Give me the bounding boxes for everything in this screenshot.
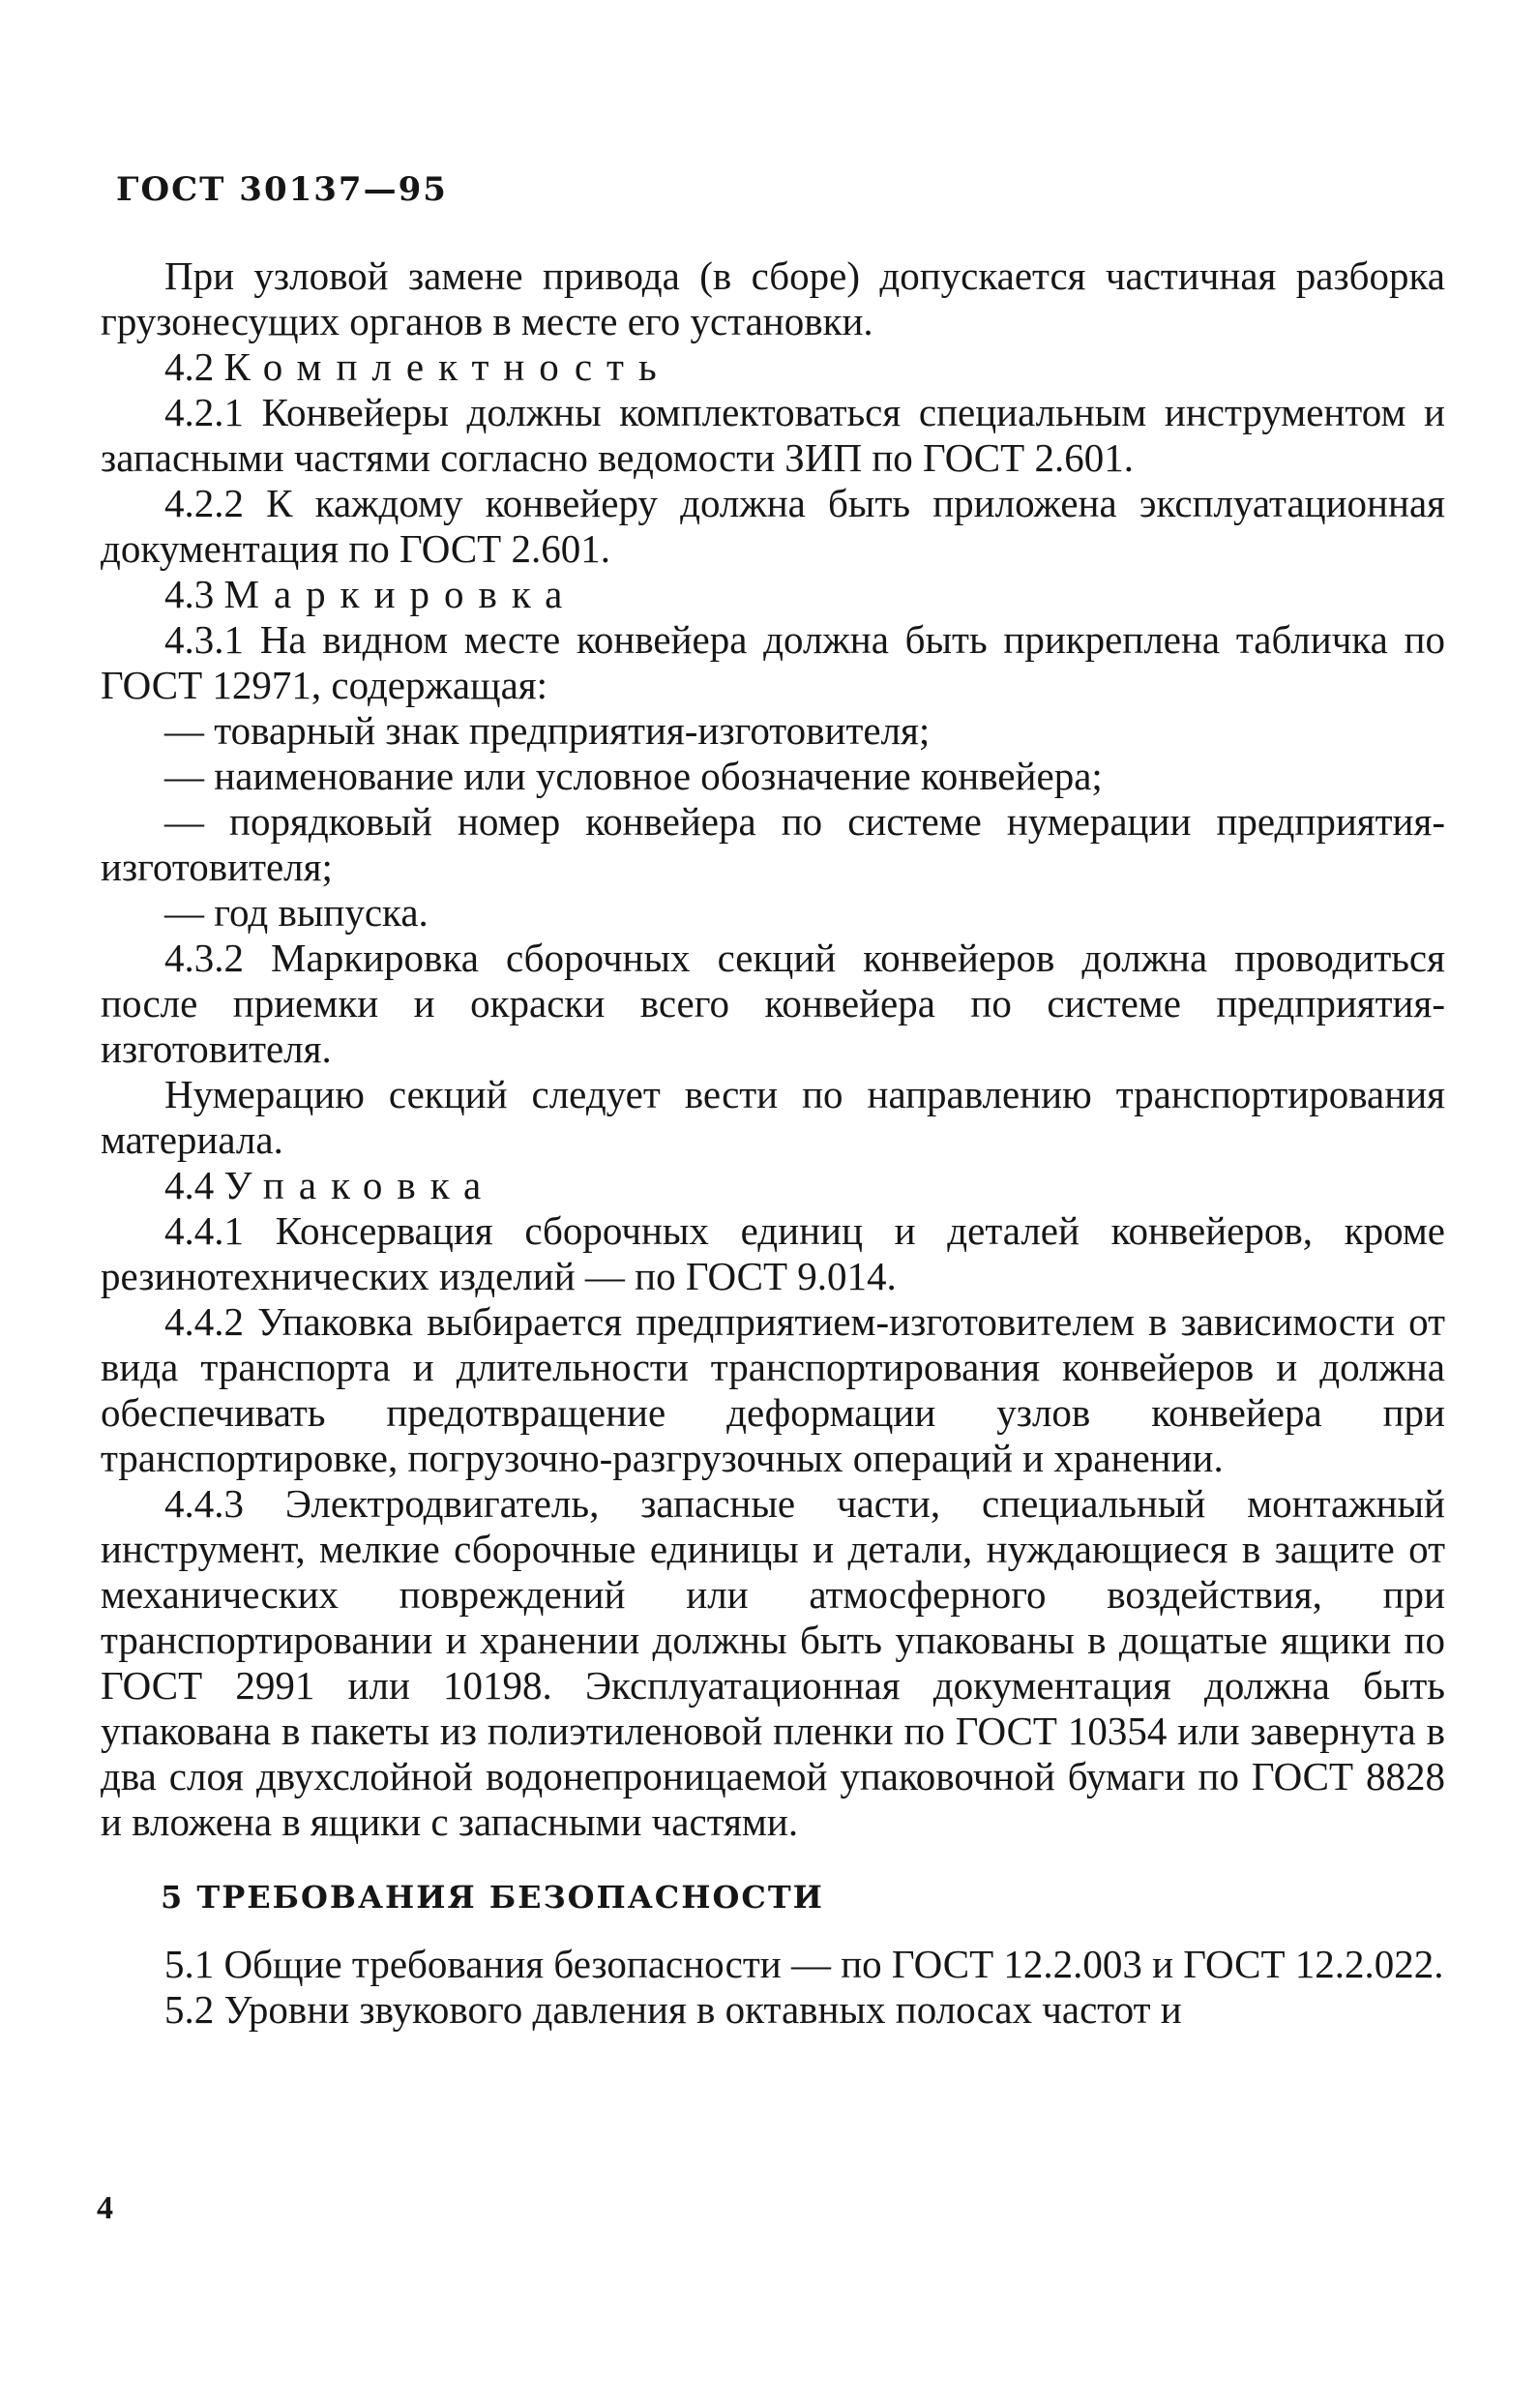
paragraph-4-4-2: 4.4.2 Упаковка выбирается предприятием-изготовителем в зависимости от вида транспорта и длительности транспортирования конвейеров и должна обеспечивать предотвращение деформации узлов конвейера при транспортировке, погрузочно-разгрузочных операций и хранении. xyxy=(101,1299,1445,1480)
list-item: — порядковый номер конвейера по системе нумерации предприятия-изготовителя; xyxy=(101,799,1445,889)
subsection-title: Упаковка xyxy=(223,1163,496,1207)
subsection-number: 4.4 xyxy=(164,1163,215,1207)
paragraph-4-3-2: 4.3.2 Маркировка сборочных секций конвейеров должна проводиться после приемки и окраски всего конвейера по системе предприятия-изготовителя. xyxy=(101,936,1445,1071)
paragraph-4-2-1: 4.2.1 Конвейеры должны комплектоваться специальным инструментом и запасными частями согласно ведомости ЗИП по ГОСТ 2.601. xyxy=(101,390,1445,480)
paragraph-4-2-2: 4.2.2 К каждому конвейеру должна быть приложена эксплуатационная документация по ГОСТ 2.601. xyxy=(101,481,1445,571)
paragraph-5-2: 5.2 Уровни звукового давления в октавных полосах частот и xyxy=(164,1987,1182,2032)
document-header: ГОСТ 30137—95 xyxy=(116,170,448,209)
section-5-title: 5 ТРЕБОВАНИЯ БЕЗОПАСНОСТИ xyxy=(161,1879,824,1916)
subsection-heading-4-3 xyxy=(101,572,1445,617)
subsection-number: 4.2 xyxy=(164,344,215,389)
list-item: — товарный знак предприятия-изготовителя; xyxy=(164,708,931,753)
list-item: — год выпуска. xyxy=(164,890,429,935)
list-item: — наименование или условное обозначение конвейера; xyxy=(164,754,1103,798)
paragraph-4-3-1: 4.3.1 На видном месте конвейера должна быть прикреплена табличка по ГОСТ 12971, содержащая: xyxy=(101,617,1445,707)
page-number: 4 xyxy=(97,2190,113,2226)
paragraph-section-numbering: Нумерацию секций следует вести по направлению транспортирования материала. xyxy=(101,1072,1445,1162)
subsection-heading-4-2 xyxy=(101,344,1445,390)
document-body xyxy=(101,253,1445,2033)
paragraph-4-4-1: 4.4.1 Консервация сборочных единиц и деталей конвейеров, кроме резинотехнических изделий — по ГОСТ 9.014. xyxy=(101,1208,1445,1298)
subsection-title: Комплектность xyxy=(223,344,671,389)
subsection-number: 4.3 xyxy=(164,572,215,616)
paragraph-5-1: 5.1 Общие требования безопасности — по ГОСТ 12.2.003 и ГОСТ 12.2.022. xyxy=(164,1942,1444,1986)
subsection-heading-4-4 xyxy=(101,1163,1445,1208)
paragraph-node-replacement: При узловой замене привода (в сборе) допускается частичная разборка грузонесущих органов в месте его установки. xyxy=(101,253,1445,343)
subsection-title: Маркировка xyxy=(223,572,577,616)
paragraph-4-4-3: 4.4.3 Электродвигатель, запасные части, специальный монтажный инструмент, мелкие сборочные единицы и детали, нуждающиеся в защите от механических повреждений или атмосферного воздействия, при транспортировании и хранении должны быть упакованы в дощатые ящики по ГОСТ 2991 или 10198. Эксплуатационная документация должна быть упакована в пакеты из полиэтиленовой пленки по ГОСТ 10354 или завернута в два слоя двухслойной водонепроницаемой упаковочной бумаги по ГОСТ 8828 и вложена в ящики с запасными частями. xyxy=(101,1481,1445,1844)
